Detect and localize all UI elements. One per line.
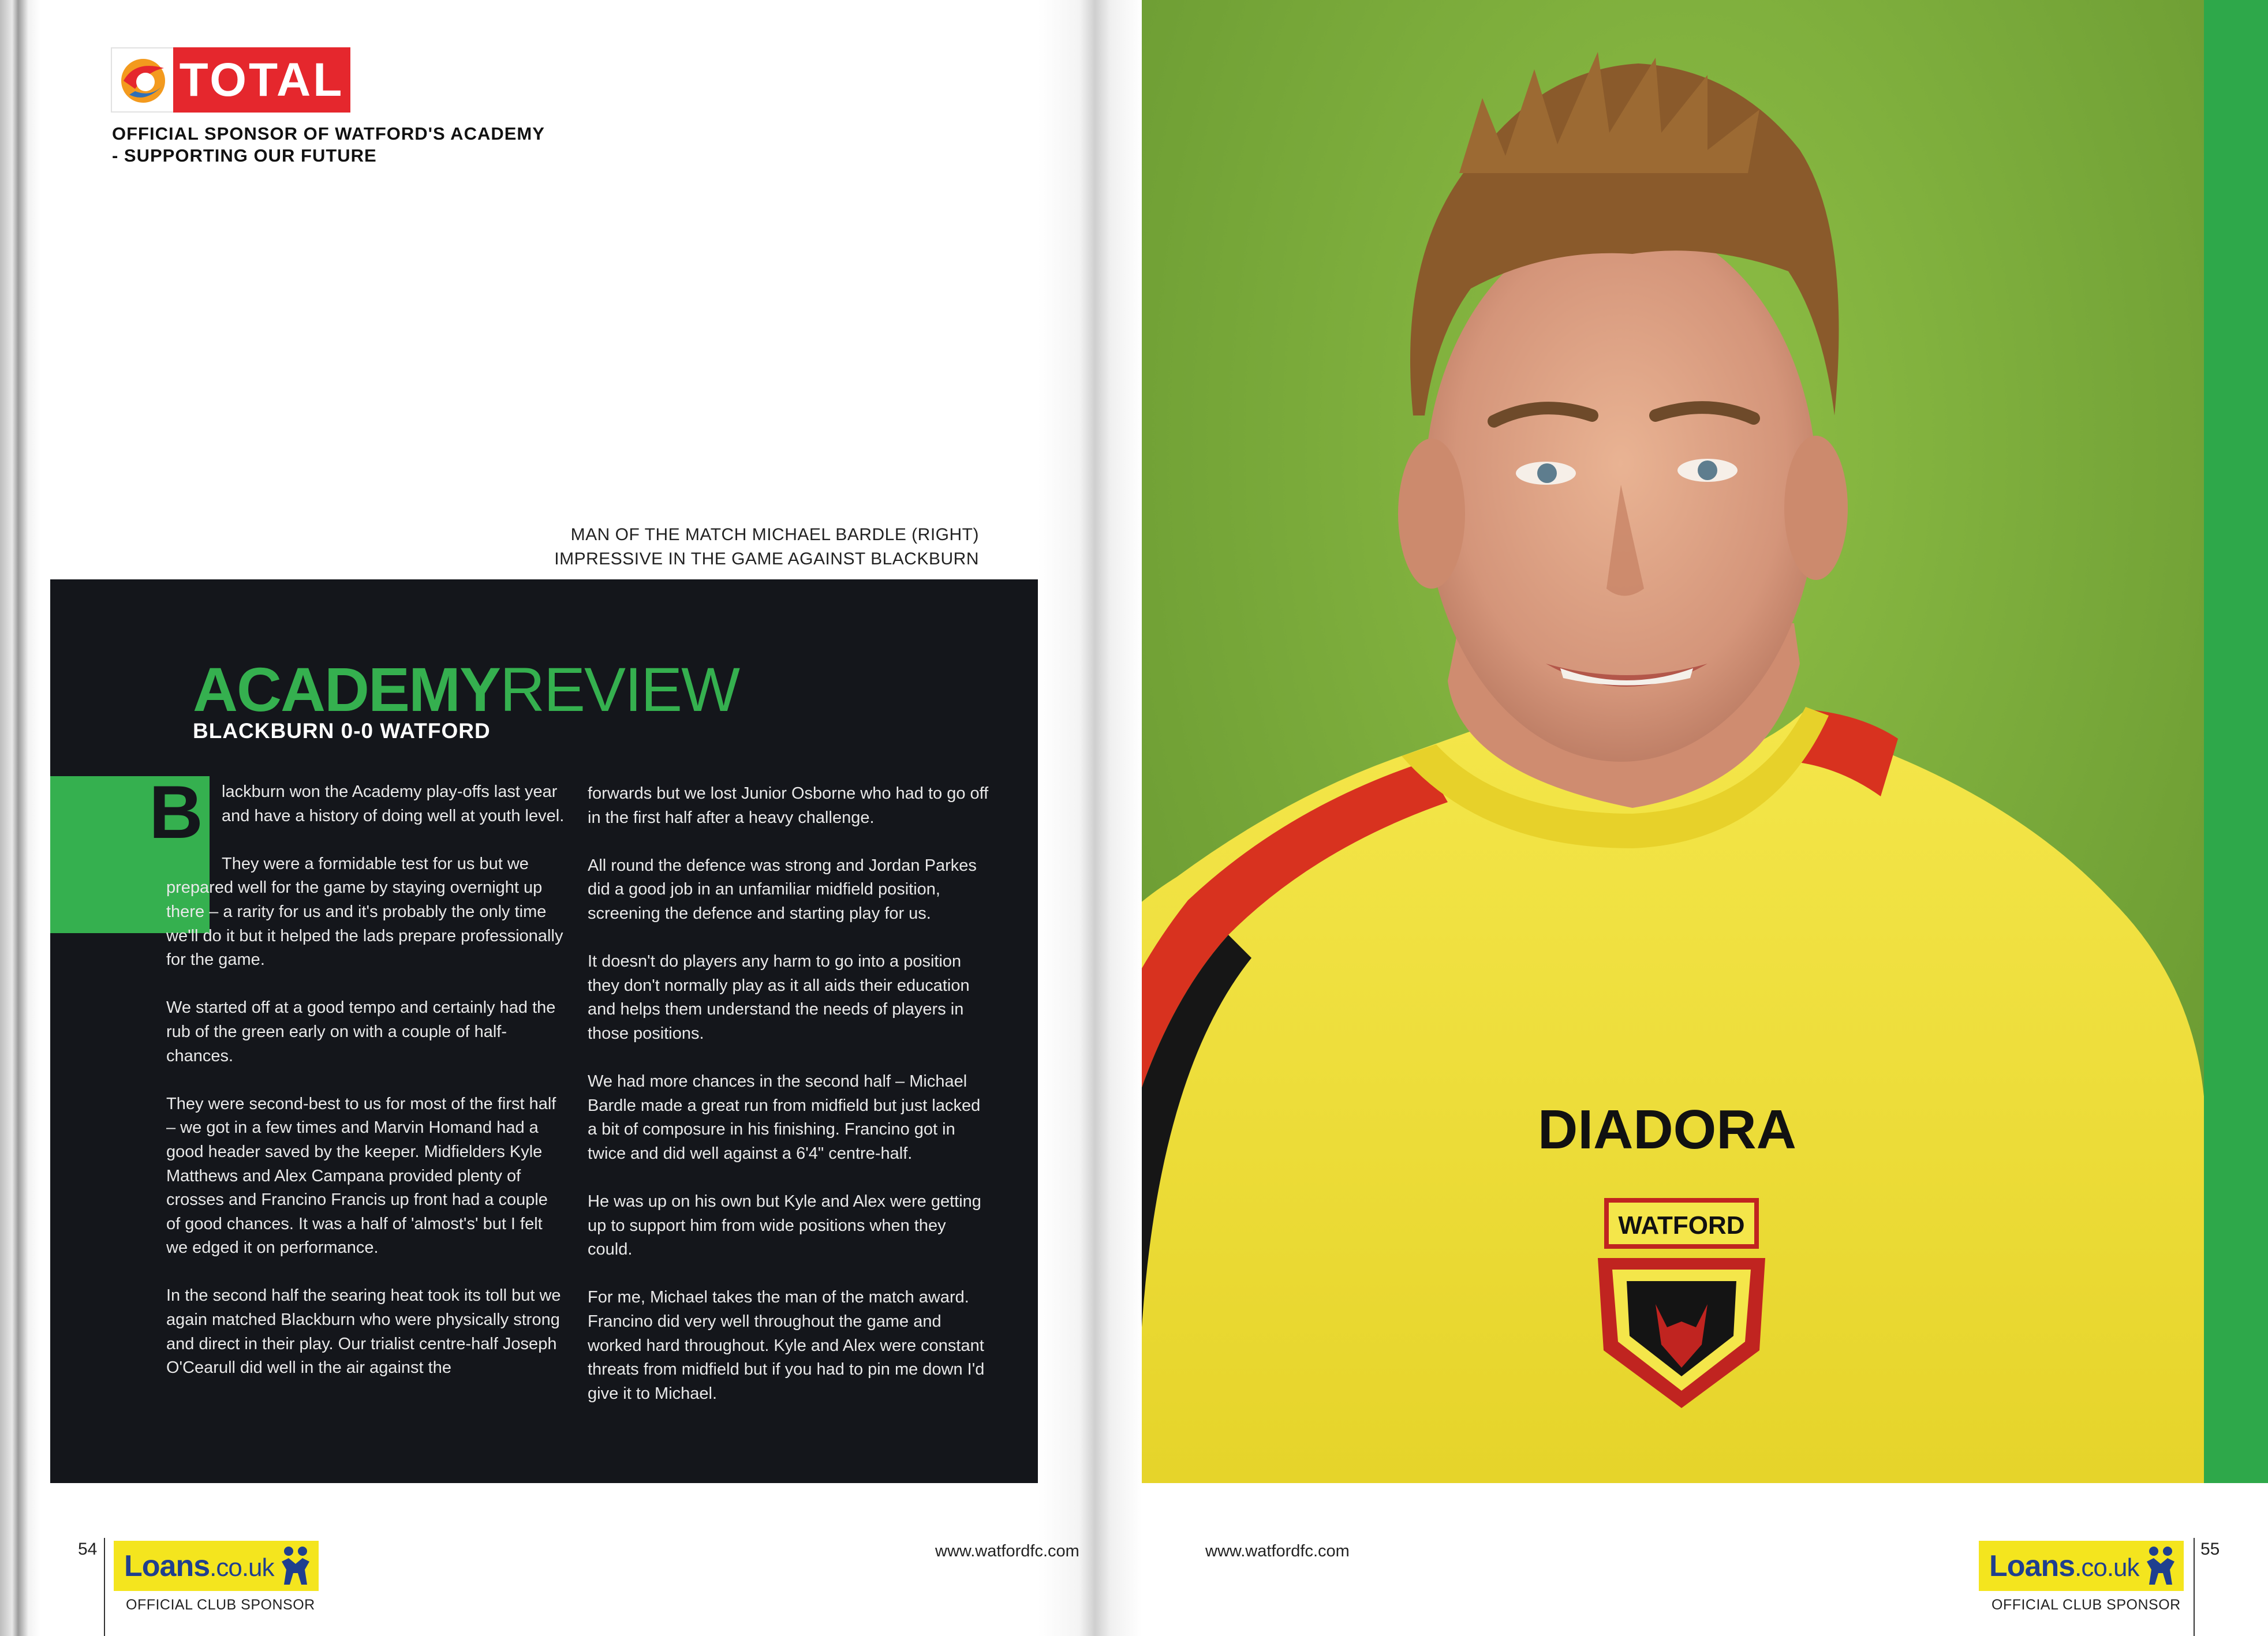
- green-page-edge: [2204, 0, 2268, 1483]
- loans-wordmark: [124, 1549, 274, 1583]
- paragraph: In the second half the searing heat took its toll but we again matched Blackburn who were physically strong and direct in their play. Our trialist centre-half Joseph O'Cearull did well in the air against the: [166, 1286, 561, 1377]
- badge-text: WATFORD: [1618, 1211, 1745, 1240]
- book-spine-center: [1038, 0, 1142, 1636]
- loans-domain: .co.uk: [210, 1553, 274, 1582]
- loans-domain: .co.uk: [2075, 1553, 2139, 1582]
- loans-wordmark: [1989, 1549, 2139, 1583]
- article-column-right: [588, 782, 992, 1430]
- photo-caption-line1: MAN OF THE MATCH MICHAEL BARDLE (RIGHT): [570, 525, 979, 544]
- heading-academy: ACADEMY: [193, 654, 500, 724]
- website-url-left[interactable]: www.watfordfc.com: [935, 1542, 1079, 1560]
- paragraph: [166, 780, 565, 828]
- website-url-right[interactable]: www.watfordfc.com: [1205, 1542, 1350, 1560]
- article-column-left: [166, 780, 565, 1404]
- paragraph: [166, 852, 565, 972]
- article-heading: [193, 655, 739, 724]
- heading-review: REVIEW: [500, 654, 739, 724]
- book-spine-left: [0, 0, 40, 1636]
- paragraph: We had more chances in the second half – Michael Bardle made a great run from midfield but just lacked a bit of composure in his finishing. Francino got in twice and did well against a 6'4" centre-half.: [588, 1072, 981, 1163]
- sponsor-text-line2: - SUPPORTING OUR FUTURE: [112, 145, 377, 166]
- player-photo: [1044, 0, 2204, 1483]
- club-sponsor-label-right: OFFICIAL CLUB SPONSOR: [1991, 1597, 2181, 1613]
- paragraph: For me, Michael takes the man of the match award. Francino did very well throughout the game and worked hard throughout. Kyle and Alex were constant threats from midfield but if you had to pin me down I'd give it to Michael.: [588, 1288, 985, 1403]
- paragraph: We started off at a good tempo and certainly had the rub of the green early on with a couple of half-chances.: [166, 998, 556, 1065]
- total-wordmark: TOTAL: [173, 47, 350, 113]
- page-number-right: 55: [2200, 1540, 2220, 1559]
- paragraph: They were second-best to us for most of the first half – we got in a few times and Marvin Homand had a good header saved by the keeper. Midfielders Kyle Matthews and Alex Campana provided plenty of crosses and Francino Francis up front had a couple of good chances. It was a half of 'almost's' but I felt we edged it on performance.: [166, 1094, 556, 1257]
- photo-caption-line2: IMPRESSIVE IN THE GAME AGAINST BLACKBURN: [554, 549, 979, 568]
- paragraph: It doesn't do players any harm to go into a position they don't normally play as it all aids their education and helps them understand the needs of players in those positions.: [588, 952, 970, 1043]
- paragraph: forwards but we lost Junior Osborne who had to go off in the first half after a heavy challenge.: [588, 784, 989, 827]
- dropcap-letter: B: [149, 770, 203, 854]
- footer-divider-right: [2194, 1538, 2195, 1636]
- shirt-brand: DIADORA: [1538, 1099, 1796, 1160]
- club-sponsor-label-left: OFFICIAL CLUB SPONSOR: [126, 1597, 315, 1613]
- paragraph: He was up on his own but Kyle and Alex were getting up to support him from wide positions when they could.: [588, 1192, 981, 1259]
- footer-divider-left: [104, 1538, 105, 1636]
- paragraph: All round the defence was strong and Jordan Parkes did a good job in an unfamiliar midfield position, screening the defence and starting play for us.: [588, 856, 977, 923]
- loans-bold: Loans: [124, 1549, 210, 1583]
- page-number-left: 54: [78, 1540, 98, 1559]
- loans-bold: Loans: [1989, 1549, 2075, 1583]
- total-swirl-icon: [111, 47, 176, 113]
- paragraph-text: They were a formidable test for us but we prepared well for the game by staying overnight up there – a rarity for us and it's probably the only time we'll do it but it helped the lads prepare professionally for the game.: [166, 854, 563, 969]
- match-score: BLACKBURN 0-0 WATFORD: [193, 719, 491, 743]
- player-illustration: [1044, 0, 2204, 1483]
- sponsor-text-line1: OFFICIAL SPONSOR OF WATFORD'S ACADEMY: [112, 123, 545, 144]
- figures-icon: [278, 1544, 313, 1587]
- loans-logo-right: [1979, 1541, 2184, 1591]
- loans-logo-left: [114, 1541, 319, 1591]
- total-logo: [111, 47, 350, 113]
- figures-icon: [2143, 1544, 2178, 1587]
- paragraph-text: lackburn won the Academy play-offs last year and have a history of doing well at youth level.: [222, 783, 565, 825]
